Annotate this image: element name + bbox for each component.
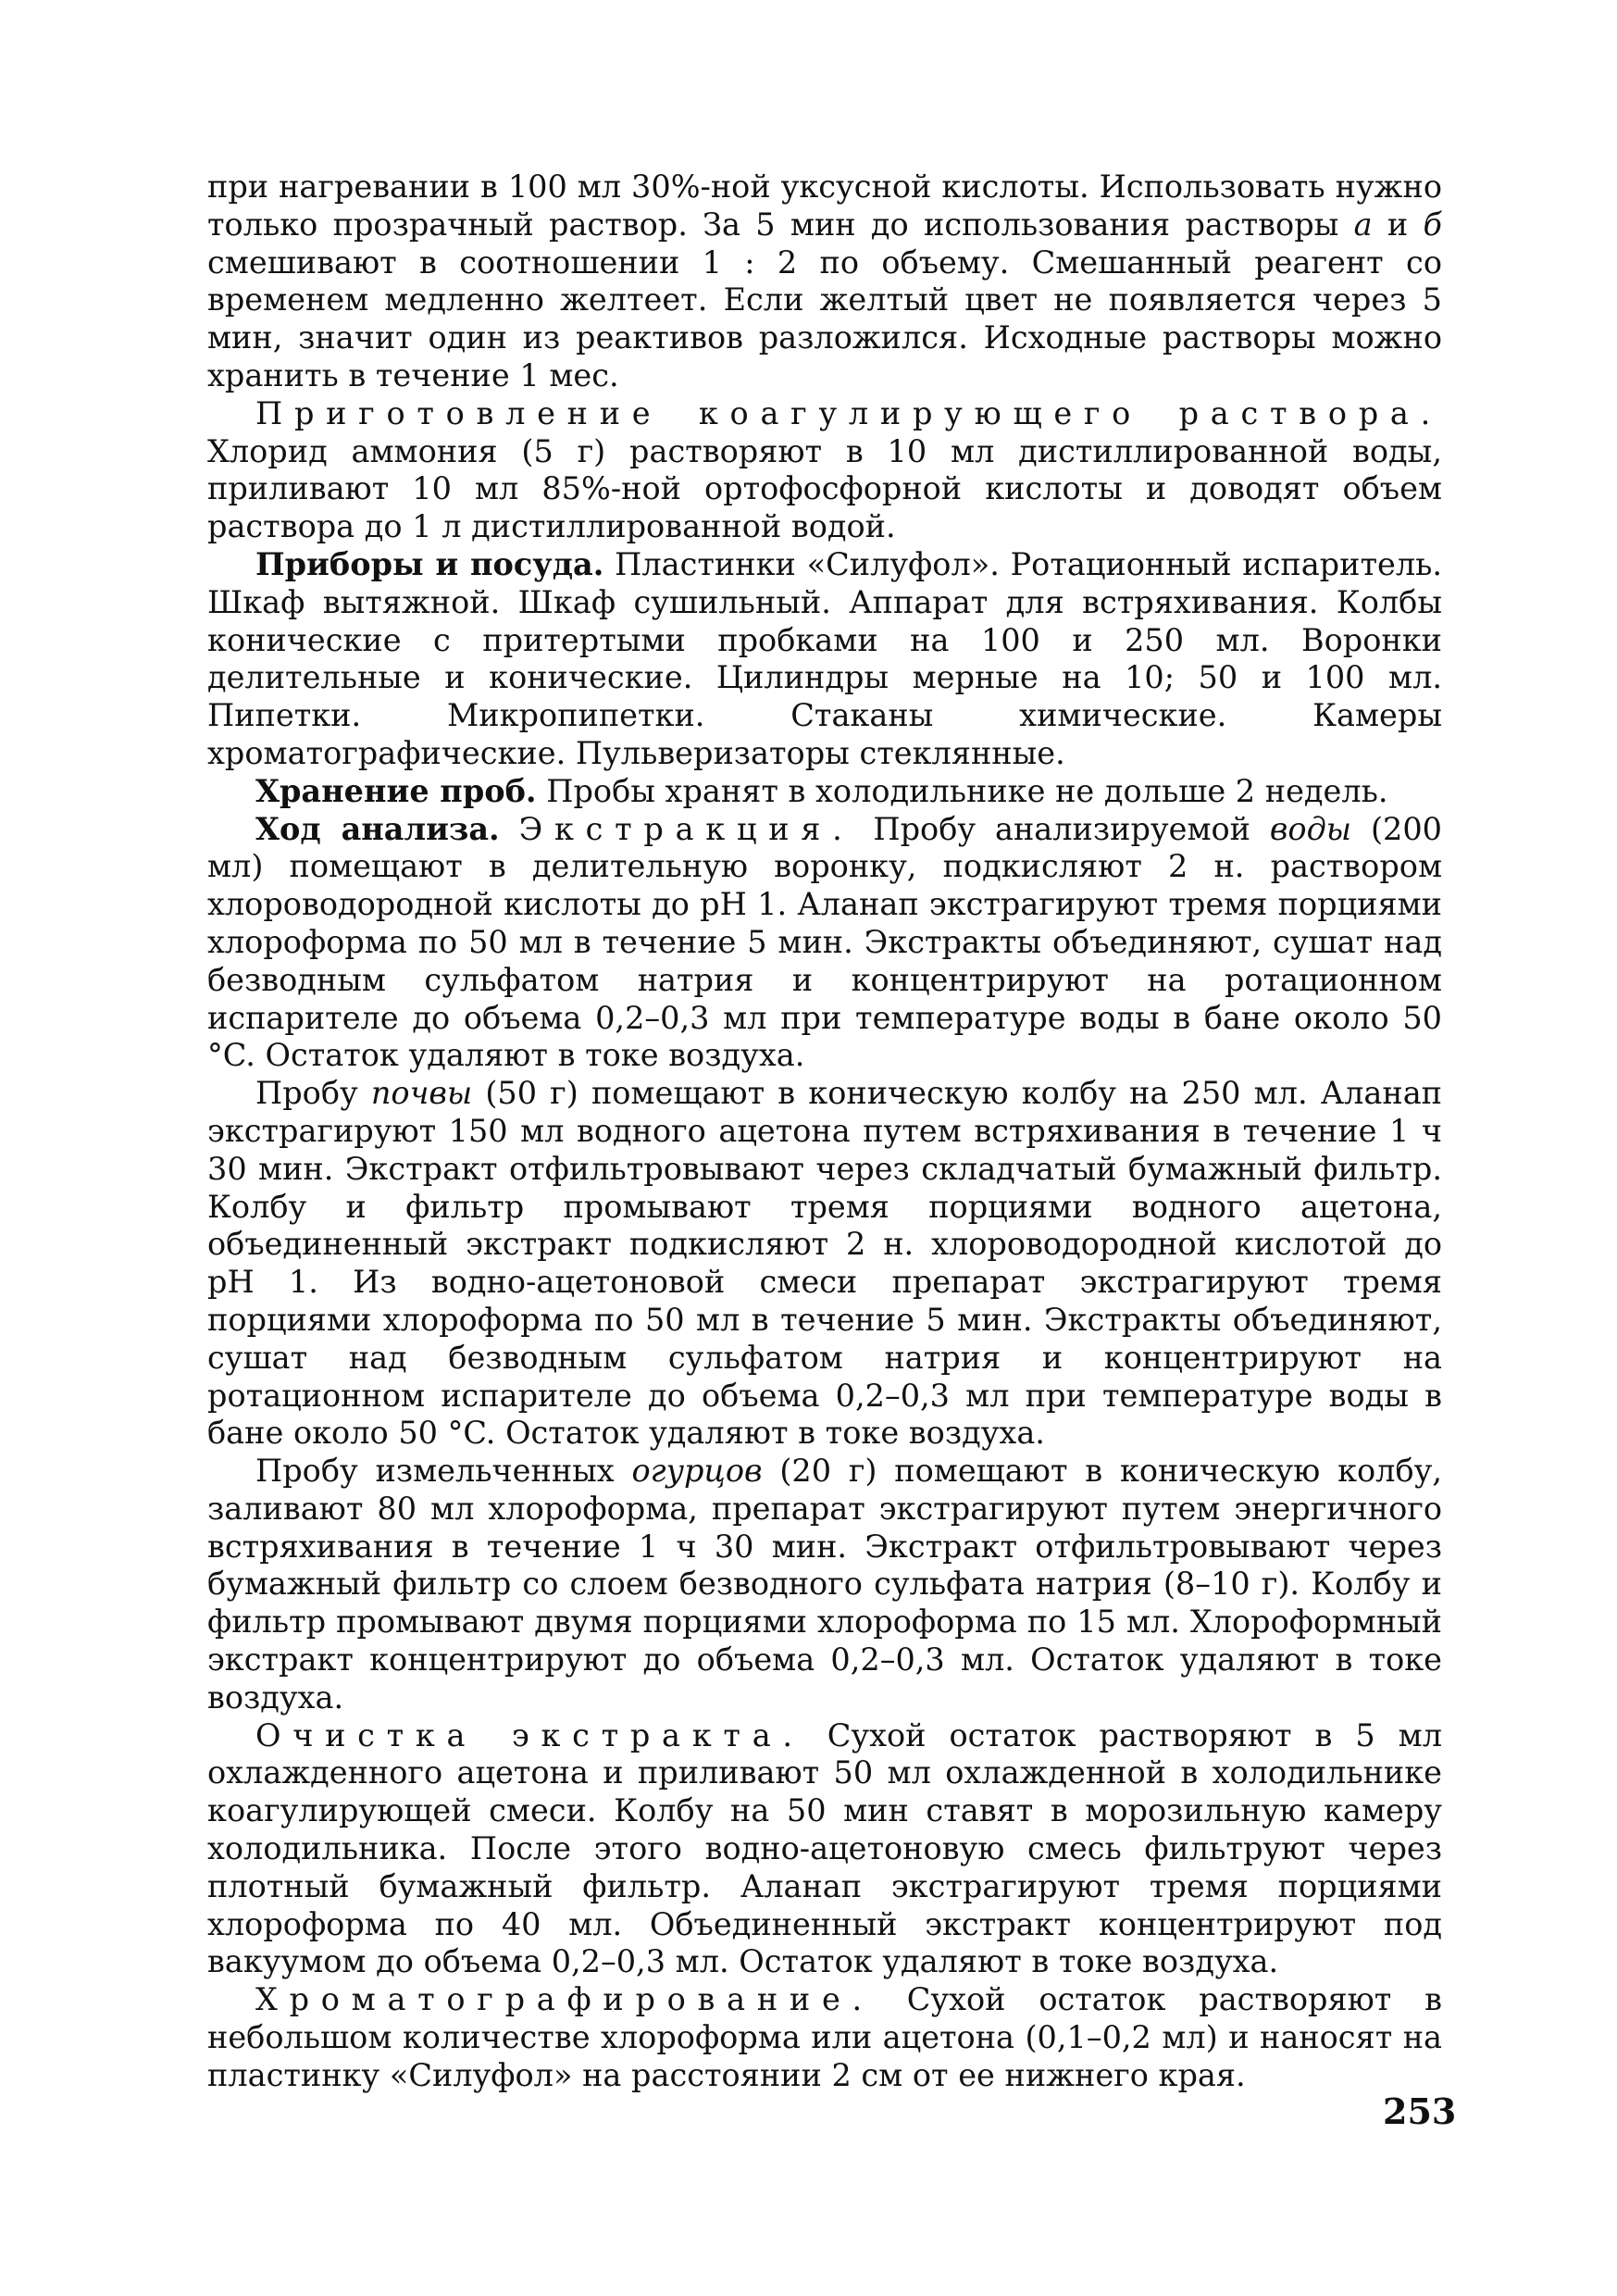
paragraph-extract-cleanup: Очистка экстракта. Сухой остаток растворяют в 5 мл охлажденного ацетона и приливают 50 мл охлажденной в холодильнике коагулирующей смеси. Колбу на 50 мин ставят в морозильную камеру холодильника. После этого водно-ацетоновую смесь фильтруют через плотный бумажный фильтр. Аланап экстрагируют тремя порциями хлороформа по 40 мл. Объединенный экстракт концентрируют под вакуумом до объема 0,2–0,3 мл. Остаток удаляют в токе воздуха. xyxy=(207,1716,1443,1980)
section-heading: Приборы и посуда. xyxy=(255,545,604,582)
section-heading: Очистка экстракта. xyxy=(255,1716,804,1753)
paragraph-analysis-soil: Пробу почвы (50 г) помещают в коническую колбу на 250 мл. Аланап экстрагируют 150 мл водного ацетона путем встряхивания в течение 1 ч 30 мин. Экстракт отфильтровывают через складчатый бумажный фильтр. Колбу и фильтр промывают тремя порциями водного ацетона, объединенный экстракт подкисляют 2 н. хлороводородной кислотой до pH 1. Из водно-ацетоновой смеси препарат экстрагируют тремя порциями хлороформа по 50 мл в течение 5 мин. Экстракты объединяют, сушат над безводным сульфатом натрия и концентрируют на ротационном испарителе до объема 0,2–0,3 мл при температуре воды в бане около 50 °C. Остаток удаляют в токе воздуха. xyxy=(207,1075,1442,1452)
section-heading: Ход анализа. xyxy=(255,810,500,847)
section-heading: Хранение проб. xyxy=(255,772,537,809)
paragraph-coagulating-solution: Приготовление коагулирующего раствора. Хлорид аммония (5 г) растворяют в 10 мл дистиллированной воды, приливают 10 мл 85%-ной ортофосфорной кислоты и доводят объем раствора до 1 л дистиллированной водой. xyxy=(207,394,1442,545)
paragraph-analysis-cucumbers: Пробу измельченных огурцов (20 г) помещают в коническую колбу, заливают 80 мл хлороформа, препарат экстрагируют путем энергичного встряхивания в течение 1 ч 30 мин. Экстракт отфильтровывают через бумажный фильтр со слоем безводного сульфата натрия (8–10 г). Колбу и фильтр промывают двумя порциями хлороформа по 15 мл. Хлороформный экстракт концентрируют до объема 0,2–0,3 мл. Остаток удаляют в токе воздуха. xyxy=(207,1453,1442,1716)
paragraph-sample-storage: Хранение проб. Пробы хранят в холодильнике не дольше 2 недель. xyxy=(255,772,1388,809)
paragraph-reagent-mixing: при нагревании в 100 мл 30%-ной уксусной кислоты. Использовать нужно только прозрачный раствор. За 5 мин до использования растворы а и б смешивают в соотношении 1 : 2 по объему. Смешанный реагент со временем медленно желтеет. Если желтый цвет не появляется через 5 мин, значит один из реактивов разложился. Исходные растворы можно хранить в течение 1 мес. xyxy=(207,168,1442,393)
section-heading: Хроматографирование. xyxy=(255,1981,874,2018)
section-heading: Приготовление коагулирующего раствора. xyxy=(255,394,1442,431)
page-body xyxy=(207,168,1442,2095)
paragraph-analysis-water: Ход анализа. Экстракция. Пробу анализируемой воды (200 мл) помещают в делительную воронку, подкисляют 2 н. раствором хлороводородной кислоты до pH 1. Аланап экстрагируют тремя порциями хлороформа по 50 мл в течение 5 мин. Экстракты объединяют, сушат над безводным сульфатом натрия и концентрируют на ротационном испарителе до объема 0,2–0,3 мл при температуре воды в бане около 50 °C. Остаток удаляют в токе воздуха. xyxy=(207,810,1442,1074)
subsection-heading: Экстракция. xyxy=(518,810,854,847)
paragraph-chromatography: Хроматографирование. Сухой остаток растворяют в небольшом количестве хлороформа или ацетона (0,1–0,2 мл) и наносят на пластинку «Силуфол» на расстоянии 2 см от ее нижнего края. xyxy=(207,1981,1442,2093)
paragraph-equipment: Приборы и посуда. Пластинки «Силуфол». Ротационный испаритель. Шкаф вытяжной. Шкаф сушильный. Аппарат для встряхивания. Колбы конические с притертыми пробками на 100 и 250 мл. Воронки делительные и конические. Цилиндры мерные на 10; 50 и 100 мл. Пипетки. Микропипетки. Стаканы химические. Камеры хроматографические. Пульверизаторы стеклянные. xyxy=(207,545,1442,771)
page-number: 253 xyxy=(1383,2090,1457,2132)
